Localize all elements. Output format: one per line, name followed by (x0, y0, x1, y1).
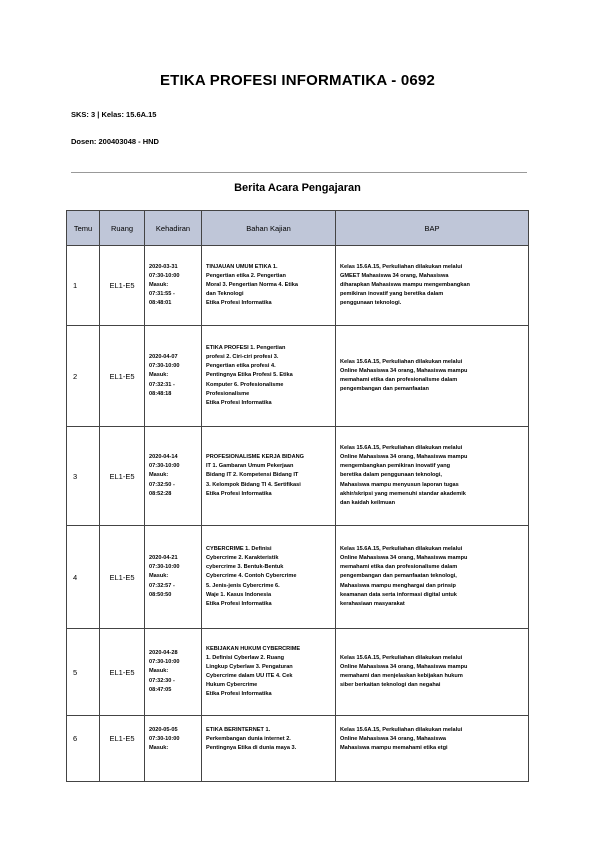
cell-kehadiran-line: 2020-05-05 (149, 727, 178, 733)
cell-bahan-kajian-line: Cybercrime 2. Karakteristik (206, 555, 279, 562)
cell-temu: 4 (67, 526, 100, 629)
cell-bahan-kajian-line: ETIKA PROFESI 1. Pengertian (206, 345, 286, 352)
divider (71, 172, 527, 173)
cell-kehadiran-line: 07:32:50 - (149, 481, 175, 488)
cell-kehadiran-line: 08:48:18 (149, 390, 172, 397)
table-header-row (67, 211, 529, 246)
cell-bap-line: pengembangan dan pemanfaatan teknologi, (340, 573, 457, 580)
cell-bahan-kajian (202, 716, 336, 782)
table-row (67, 716, 529, 782)
cell-bap-line: mengembangkan pemikiran inovatif yang (340, 463, 451, 470)
lecturer-info: Dosen: 200403048 - HND (71, 137, 159, 146)
table-row (67, 427, 529, 526)
cell-ruang: EL1-E5 (100, 326, 145, 427)
cell-bahan-kajian-line: Perkembangan dunia internet 2. (206, 736, 291, 743)
cell-bap-line: Kelas 15.6A.15, Perkuliahan dilakukan melalui (340, 727, 463, 733)
cell-bap-line: diharapkan Mahasiswa mampu mengembangkan (340, 281, 470, 288)
cell-bahan-kajian-line: Hukum Cybercrime (206, 682, 258, 689)
cell-kehadiran-line: 07:30-10:00 (149, 659, 180, 666)
cell-bahan-kajian-line: KEBIJAKAN HUKUM CYBERCRIME (206, 645, 301, 652)
cell-bap-line: Kelas 15.6A.15, Perkuliahan dilakukan melalui (340, 445, 463, 452)
cell-kehadiran-line: 08:47:05 (149, 686, 172, 693)
cell-kehadiran-line: 2020-04-07 (149, 354, 178, 361)
cell-kehadiran-line: 08:48:01 (149, 300, 172, 307)
cell-bap-line: penggunaan teknologi. (340, 300, 402, 307)
header-bap: BAP (336, 211, 529, 246)
cell-bap-line: Mahasiswa mampu memahami etika etgi (340, 745, 448, 752)
table-row (67, 526, 529, 629)
cell-bap-line: memahami dan menjelaskan kebijakan hukum (340, 673, 463, 679)
section-title: Berita Acara Pengajaran (234, 182, 361, 194)
sks-class-info: SKS: 3 | Kelas: 15.6A.15 (71, 110, 157, 119)
cell-bap-line: memahami etika dan profesionalisme dalam (340, 564, 458, 571)
cell-bap-line: siber berkaitan teknologi dan negahai (340, 682, 441, 689)
cell-kehadiran-line: 07:30-10:00 (149, 272, 180, 279)
cell-kehadiran-line: 08:52:28 (149, 490, 172, 497)
cell-bap-line: memahami etika dan profesionalisme dalam (340, 377, 458, 383)
cell-bahan-kajian-line: Etika Profesi Informatika (206, 691, 272, 698)
cell-bahan-kajian-line: Lingkup Cyberlaw 3. Pengaturan (206, 663, 293, 670)
cell-bap-line: GMEET Mahasiswa 34 orang, Mahasiswa (340, 272, 449, 279)
cell-kehadiran-line: 07:32:31 - (149, 381, 175, 388)
cell-bahan-kajian-line: Etika Profesi Informatika (206, 600, 272, 607)
cell-bap-line: pemikiran inovatif yang beretika dalam (340, 291, 444, 298)
header-ruang: Ruang (100, 211, 145, 246)
cell-bap-line: kerahasiaan masyarakat (340, 600, 405, 607)
cell-bahan-kajian-line: Pentingnya Etika di dunia maya 3. (206, 745, 297, 752)
cell-kehadiran-line: 07:30-10:00 (149, 463, 180, 470)
cell-bap-line: Kelas 15.6A.15, Perkuliahan dilakukan melalui (340, 358, 463, 365)
teaching-report-table (66, 210, 529, 782)
cell-bap (336, 716, 529, 782)
cell-bap-line: Kelas 15.6A.15, Perkuliahan dilakukan melalui (340, 546, 463, 553)
cell-ruang: EL1-E5 (100, 629, 145, 716)
cell-ruang: EL1-E5 (100, 716, 145, 782)
cell-kehadiran (145, 427, 202, 526)
cell-kehadiran-line: Masuk: (149, 745, 169, 752)
cell-bahan-kajian (202, 246, 336, 326)
cell-kehadiran-line: Masuk: (149, 668, 169, 675)
cell-temu: 3 (67, 427, 100, 526)
cell-bap-line: pengembangan dan pemanfaatan (340, 386, 429, 393)
cell-bap-line: Online Mahasiswa 34 orang, Mahasiswa mampu (340, 454, 468, 461)
cell-bahan-kajian-line: TINJAUAN UMUM ETIKA 1. (206, 263, 278, 270)
cell-bap (336, 246, 529, 326)
cell-kehadiran-line: 2020-04-21 (149, 555, 178, 562)
cell-kehadiran (145, 246, 202, 326)
cell-bap-line: Mahasiswa mampu menghargai dan prinsip (340, 582, 456, 589)
header-bahan-kajian: Bahan Kajian (202, 211, 336, 246)
cell-kehadiran-line: 2020-03-31 (149, 263, 178, 270)
cell-kehadiran-line: 2020-04-28 (149, 650, 178, 657)
cell-kehadiran-line: Masuk: (149, 573, 169, 580)
cell-kehadiran (145, 326, 202, 427)
cell-kehadiran-line: 07:32:57 - (149, 582, 175, 589)
table-row (67, 629, 529, 716)
cell-bahan-kajian-line: Waje 1. Kasus Indonesia (206, 591, 272, 598)
cell-bahan-kajian-line: Cybercrime 4. Contoh Cybercrime (206, 573, 297, 580)
cell-bahan-kajian-line: Profesionalisme (206, 390, 250, 397)
cell-kehadiran-line: 07:30-10:00 (149, 363, 180, 370)
cell-bahan-kajian-line: Etika Profesi Informatika (206, 300, 272, 307)
cell-kehadiran-line: Masuk: (149, 372, 169, 379)
cell-bahan-kajian-line: CYBERCRIME 1. Definisi (206, 546, 272, 553)
cell-kehadiran-line: Masuk: (149, 472, 169, 479)
cell-bap-line: Online Mahasiswa 34 orang, Mahasiswa mampu (340, 367, 468, 374)
cell-kehadiran (145, 629, 202, 716)
cell-bap-line: Online Mahasiswa 34 orang, Mahasiswa (340, 736, 447, 743)
cell-bahan-kajian-line: cybercrime 3. Bentuk-Bentuk (206, 564, 284, 571)
cell-bap-line: beretika dalam penggunaan teknologi, (340, 472, 442, 479)
cell-kehadiran-line: Masuk: (149, 281, 169, 288)
cell-bahan-kajian (202, 326, 336, 427)
cell-bahan-kajian-line: Etika Profesi Informatika (206, 490, 272, 497)
cell-bap (336, 526, 529, 629)
cell-bap-line: akhir/skripsi yang memenuhi standar akademik (340, 490, 466, 497)
cell-kehadiran-line: 07:30-10:00 (149, 736, 180, 743)
cell-bahan-kajian-line: ETIKA BERINTERNET 1. (206, 727, 271, 733)
cell-bahan-kajian-line: dan Teknologi (206, 291, 244, 298)
cell-kehadiran (145, 716, 202, 782)
header-temu: Temu (67, 211, 100, 246)
cell-bahan-kajian-line: profesi 2. Ciri-ciri profesi 3. (206, 354, 279, 361)
cell-bahan-kajian-line: 5. Jenis-jenis Cybercrime 6. (206, 582, 280, 589)
cell-kehadiran (145, 526, 202, 629)
cell-bahan-kajian-line: Komputer 6. Profesionalisme (206, 381, 284, 388)
cell-bahan-kajian-line: Pentingnya Etika Profesi 5. Etika (206, 372, 293, 379)
cell-bahan-kajian-line: 1. Definisi Cyberlaw 2. Ruang (206, 654, 285, 661)
cell-bahan-kajian (202, 526, 336, 629)
cell-temu: 1 (67, 246, 100, 326)
cell-bap-line: Kelas 15.6A.15, Perkuliahan dilakukan melalui (340, 263, 463, 270)
cell-kehadiran-line: 08:50:50 (149, 591, 172, 598)
cell-bap (336, 427, 529, 526)
cell-kehadiran-line: 2020-04-14 (149, 454, 178, 461)
cell-bap (336, 629, 529, 716)
cell-ruang: EL1-E5 (100, 246, 145, 326)
table-row (67, 246, 529, 326)
cell-bap-line: dan kaidah keilmuan (340, 499, 396, 506)
cell-bahan-kajian-line: PROFESIONALISME KERJA BIDANG (206, 454, 305, 461)
cell-kehadiran-line: 07:32:30 - (149, 677, 175, 684)
table-row (67, 326, 529, 427)
cell-kehadiran-line: 07:30-10:00 (149, 564, 180, 571)
cell-bap-line: Online Mahasiswa 34 orang, Mahasiswa mampu (340, 555, 468, 562)
header-kehadiran: Kehadiran (145, 211, 202, 246)
cell-bahan-kajian-line: Pengertian etika 2. Pengertian (206, 272, 286, 279)
cell-bahan-kajian-line: Moral 3. Pengertian Norma 4. Etika (206, 281, 299, 288)
cell-bahan-kajian-line: 3. Kelompok Bidang TI 4. Sertifikasi (206, 481, 301, 488)
cell-bap-line: Kelas 15.6A.15, Perkuliahan dilakukan melalui (340, 654, 463, 661)
cell-bahan-kajian (202, 629, 336, 716)
cell-bahan-kajian (202, 427, 336, 526)
cell-bap (336, 326, 529, 427)
cell-temu: 5 (67, 629, 100, 716)
cell-bap-line: Mahasiswa mampu menyusun laporan tugas (340, 481, 459, 488)
cell-ruang: EL1-E5 (100, 427, 145, 526)
cell-bahan-kajian-line: IT 1. Gambaran Umum Pekerjaan (206, 463, 294, 470)
cell-ruang: EL1-E5 (100, 526, 145, 629)
cell-temu: 6 (67, 716, 100, 782)
cell-bahan-kajian-line: Pengertian etika profesi 4. (206, 363, 276, 370)
cell-kehadiran-line: 07:31:55 - (149, 291, 175, 298)
cell-bap-line: Online Mahasiswa 34 orang, Mahasiswa mampu (340, 663, 468, 670)
cell-bahan-kajian-line: Cybercrime dalam UU ITE 4. Cek (206, 673, 293, 679)
cell-bahan-kajian-line: Bidang IT 2. Kompetensi Bidang IT (206, 472, 299, 479)
cell-bahan-kajian-line: Etika Profesi Informatika (206, 399, 272, 406)
cell-temu: 2 (67, 326, 100, 427)
page-title: ETIKA PROFESI INFORMATIKA - 0692 (159, 72, 436, 89)
cell-bap-line: keamanan data serta informasi digital untuk (340, 591, 457, 598)
